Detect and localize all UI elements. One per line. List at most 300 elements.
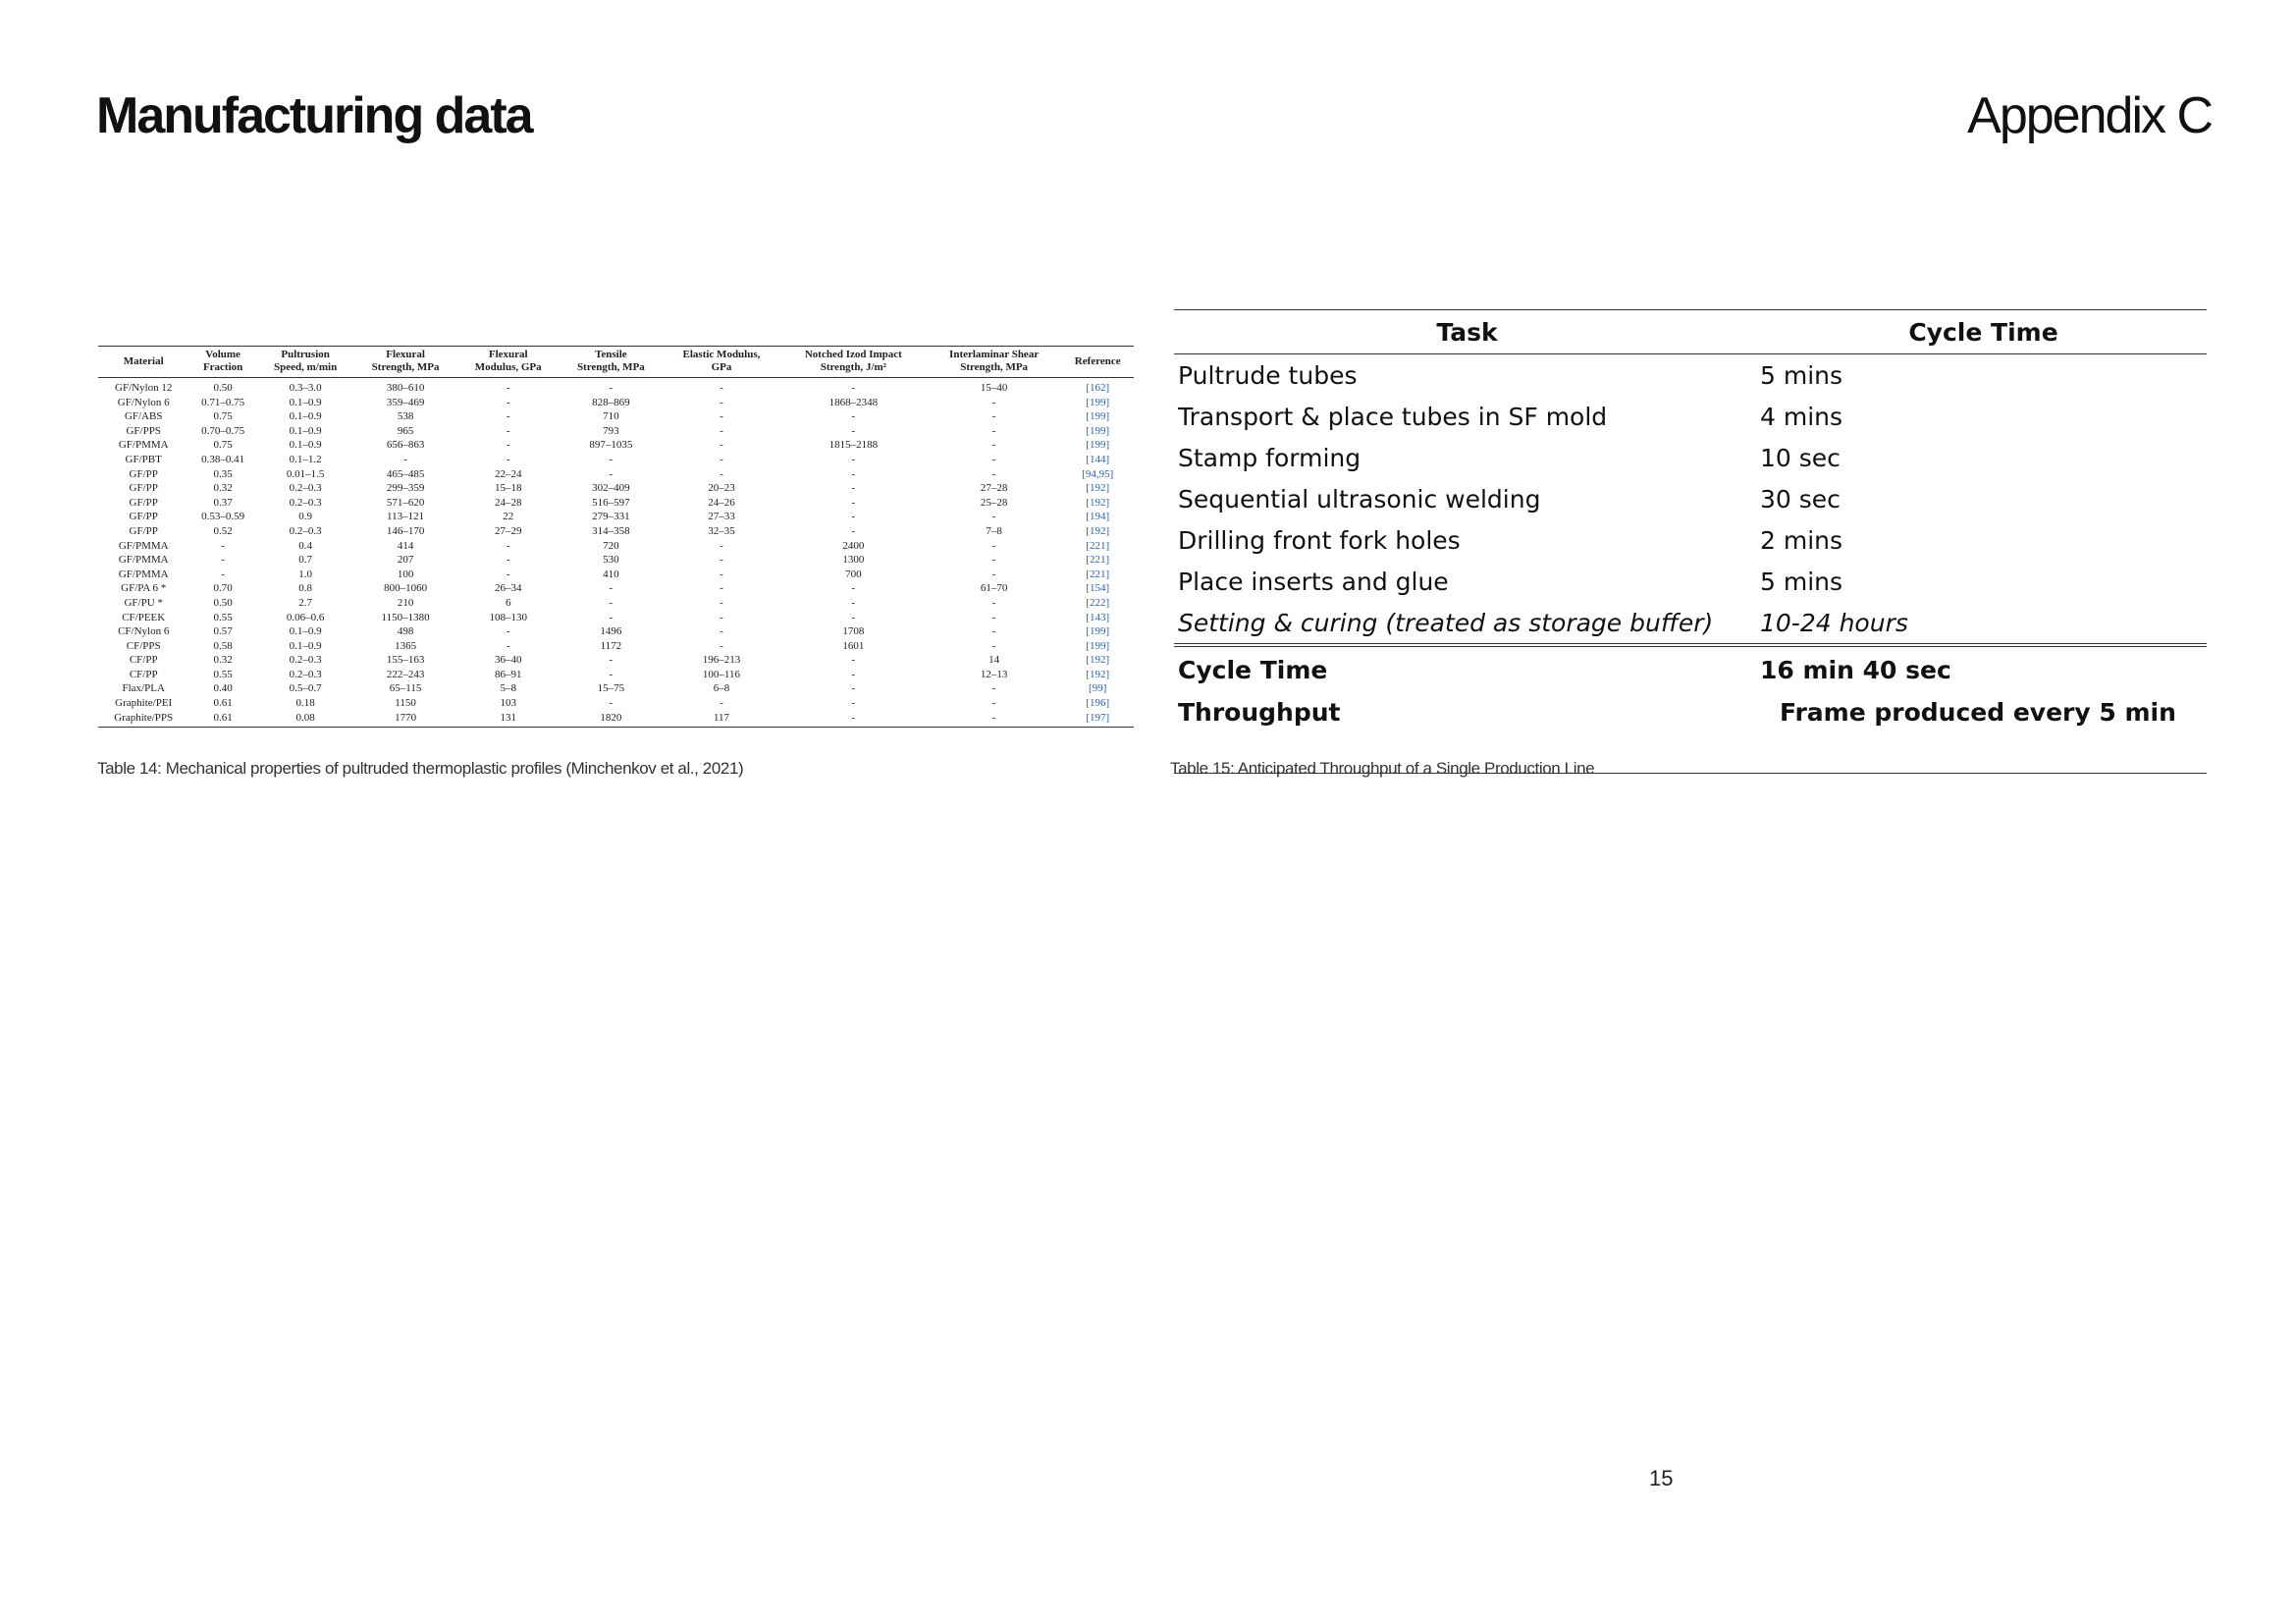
- column-header-line: Pultrusion: [281, 349, 330, 360]
- table-header-row: [1174, 310, 2207, 354]
- task-row: [1174, 602, 2207, 645]
- table-cell: 0.61: [188, 711, 256, 728]
- table-body: [1174, 354, 2207, 774]
- table-cell: -: [991, 410, 996, 423]
- table-cell: -: [609, 453, 614, 465]
- table-cell: 1708: [842, 625, 865, 638]
- table-cell: 0.37: [213, 496, 233, 509]
- table-cell: -: [720, 582, 723, 595]
- table-cell: -: [506, 568, 510, 580]
- table-cell: 0.08: [257, 711, 354, 728]
- throughput-table-container: [1174, 309, 2207, 774]
- table-cell: 0.1–1.2: [289, 453, 322, 465]
- table-row: [98, 467, 1134, 482]
- table-cell: 0.50: [213, 596, 233, 609]
- table-cell: CF/PPS: [126, 639, 161, 652]
- table-cell: -: [221, 554, 225, 567]
- table-cell: -: [609, 467, 614, 480]
- column-header: [780, 347, 927, 378]
- table-cell: -: [720, 639, 723, 652]
- table-row: [98, 438, 1134, 453]
- table-cell: 299–359: [386, 482, 425, 495]
- table-row: [98, 624, 1134, 639]
- table-cell: -: [851, 511, 856, 523]
- table-cell: 0.52: [213, 524, 233, 537]
- table-cell: Flax/PLA: [122, 682, 165, 695]
- table-cell: 0.4: [298, 539, 312, 552]
- table-body: [98, 378, 1134, 728]
- table-cell: -: [720, 410, 723, 423]
- task-row: [1174, 561, 2207, 602]
- table-cell: -: [991, 539, 996, 552]
- table-14-caption: Table 14: Mechanical properties of pultruded thermoplastic profiles (Minchenkov et al., 2021): [97, 759, 744, 778]
- summary-value: 16 min 40 sec: [1760, 645, 2207, 692]
- table-cell: 20–23: [708, 482, 735, 495]
- table-cell: -: [720, 424, 723, 437]
- table-cell: 0.2–0.3: [289, 524, 322, 537]
- table-cell: GF/PU *: [124, 596, 163, 609]
- table-cell: 100–116: [702, 668, 740, 680]
- table-cell: 0.3–3.0: [289, 382, 322, 394]
- table-cell: 414: [397, 539, 414, 552]
- column-header: [257, 347, 354, 378]
- table-cell: 0.9: [298, 511, 312, 523]
- reference-link[interactable]: [199]: [1086, 410, 1110, 423]
- table-cell: 14: [988, 654, 1000, 667]
- reference-link[interactable]: [194]: [1086, 511, 1110, 523]
- table-cell: 279–331: [592, 511, 630, 523]
- table-cell: -: [991, 554, 996, 567]
- table-cell: -: [609, 697, 614, 710]
- table-cell: -: [851, 453, 856, 465]
- task-row: [1174, 396, 2207, 437]
- table-cell: 0.1–0.9: [289, 625, 322, 638]
- table-cell: -: [851, 410, 856, 423]
- table-cell: 0.53–0.59: [201, 511, 245, 523]
- table-cell: 0.40: [213, 682, 233, 695]
- table-cell: 1150–1380: [381, 611, 430, 623]
- task-row: [1174, 519, 2207, 561]
- table-cell: -: [851, 482, 856, 495]
- table-cell: 0.7: [298, 554, 312, 567]
- table-cell: -: [720, 697, 723, 710]
- table-cell: -: [991, 424, 996, 437]
- table-cell: 800–1060: [384, 582, 428, 595]
- table-cell: 710: [603, 410, 619, 423]
- table-cell: 65–115: [389, 682, 422, 695]
- reference-link[interactable]: [221]: [1086, 539, 1110, 552]
- reference-link[interactable]: [221]: [1086, 554, 1110, 567]
- column-header-line: Strength, J/m²: [820, 361, 886, 373]
- table-cell: 965: [397, 424, 414, 437]
- table-cell: -: [851, 697, 856, 710]
- table-cell: 0.55: [213, 668, 233, 680]
- reference-link[interactable]: [199]: [1086, 625, 1110, 638]
- table-cell: 380–610: [386, 382, 425, 394]
- table-row: [98, 453, 1134, 467]
- table-cell: -: [221, 539, 225, 552]
- column-header-line: Volume: [205, 349, 240, 360]
- column-header-line: Modulus, GPa: [474, 361, 542, 373]
- table-cell: -: [991, 511, 996, 523]
- table-cell: GF/Nylon 12: [115, 382, 173, 394]
- table-cell: 0.58: [213, 639, 233, 652]
- reference-link[interactable]: [222]: [1086, 596, 1110, 609]
- table-cell: GF/PMMA: [118, 554, 169, 567]
- table-cell: 6–8: [713, 682, 730, 695]
- column-header-line: Flexural: [488, 349, 528, 360]
- table-cell: 117: [663, 711, 780, 728]
- table-cell: 100: [397, 568, 414, 580]
- table-cell: 516–597: [592, 496, 630, 509]
- table-cell: Graphite/PPS: [98, 711, 188, 728]
- reference-link[interactable]: [192]: [1086, 482, 1110, 495]
- table-cell: -: [991, 625, 996, 638]
- column-header-line: Notched Izod Impact: [804, 349, 902, 360]
- table-cell: GF/PP: [129, 511, 158, 523]
- appendix-label: Appendix C: [1967, 87, 2212, 144]
- table-15-caption: Table 15: Anticipated Throughput of a Single Production Line: [1170, 759, 1595, 778]
- task-name: Transport & place tubes in SF mold: [1178, 402, 1608, 431]
- table-cell: GF/PMMA: [118, 539, 169, 552]
- table-cell: -: [720, 439, 723, 452]
- table-cell: 1815–2188: [828, 439, 879, 452]
- table-cell: 131: [457, 711, 560, 728]
- table-row: [98, 553, 1134, 568]
- table-cell: -: [506, 439, 510, 452]
- table-cell: 0.32: [213, 482, 233, 495]
- table-row: [98, 611, 1134, 625]
- table-cell: 538: [397, 410, 414, 423]
- table-cell: 359–469: [386, 396, 425, 408]
- table-row: [98, 378, 1134, 396]
- table-cell: 0.70: [213, 582, 233, 595]
- reference-link[interactable]: [192]: [1086, 668, 1110, 680]
- table-cell: GF/PP: [129, 496, 158, 509]
- table-cell: -: [991, 639, 996, 652]
- table-cell: -: [991, 697, 996, 710]
- reference-link[interactable]: [192]: [1086, 496, 1110, 509]
- table-cell: 27–33: [708, 511, 735, 523]
- table-cell: GF/PBT: [125, 453, 162, 465]
- table-cell: -: [506, 410, 510, 423]
- table-cell: -: [403, 453, 407, 465]
- task-cycle-time: 5 mins: [1760, 567, 1843, 596]
- table-cell: -: [506, 382, 510, 394]
- table-row: [98, 581, 1134, 596]
- table-cell: 720: [603, 539, 619, 552]
- reference-link[interactable]: [154]: [1086, 582, 1110, 595]
- summary-value: Frame produced every 5 min: [1760, 692, 2207, 774]
- table-cell: -: [506, 554, 510, 567]
- task-name: Drilling front fork holes: [1178, 525, 1461, 555]
- reference-link[interactable]: [199]: [1086, 639, 1110, 652]
- table-cell: 0.75: [213, 439, 233, 452]
- table-cell: -: [991, 453, 996, 465]
- table-cell: 222–243: [386, 668, 425, 680]
- column-header: [188, 347, 256, 378]
- table-cell: -: [720, 396, 723, 408]
- table-cell: 24–28: [494, 496, 522, 509]
- table-cell: 571–620: [386, 496, 425, 509]
- page-number: 15: [1649, 1466, 1674, 1490]
- table-cell: GF/PP: [129, 524, 158, 537]
- task-row: [1174, 354, 2207, 397]
- table-cell: 15–75: [597, 682, 625, 695]
- table-cell: -: [851, 668, 856, 680]
- column-header-line: Material: [123, 354, 164, 367]
- column-header: [1061, 347, 1134, 378]
- table-cell: -: [720, 554, 723, 567]
- summary-label: Cycle Time: [1174, 645, 1760, 692]
- table-cell: 196–213: [702, 654, 741, 667]
- table-cell: 0.50: [213, 382, 233, 394]
- table-cell: GF/PP: [129, 467, 158, 480]
- table-cell: 1770: [353, 711, 456, 728]
- table-cell: -: [720, 467, 723, 480]
- table-cell: GF/PPS: [126, 424, 161, 437]
- table-cell: 1868–2348: [828, 396, 879, 408]
- table-cell: -: [609, 582, 614, 595]
- table-cell: 146–170: [386, 524, 425, 537]
- table-cell: 1.0: [298, 568, 312, 580]
- table-cell: 0.5–0.7: [289, 682, 322, 695]
- column-header: [927, 347, 1062, 378]
- table-cell: GF/ABS: [124, 410, 163, 423]
- table-cell: 0.1–0.9: [289, 439, 322, 452]
- table-cell: 0.1–0.9: [289, 410, 322, 423]
- task-row: [1174, 437, 2207, 478]
- column-header-line: Strength, MPa: [960, 361, 1029, 373]
- column-header: [98, 347, 188, 378]
- table-cell: -: [720, 453, 723, 465]
- table-cell: 22–24: [494, 467, 522, 480]
- table-cell: 0.38–0.41: [201, 453, 245, 465]
- table-cell: -: [720, 596, 723, 609]
- table-cell: -: [506, 453, 510, 465]
- table-header-row: [98, 347, 1134, 378]
- reference-link[interactable]: [192]: [1086, 524, 1110, 537]
- table-cell: 0.1–0.9: [289, 424, 322, 437]
- table-cell: -: [851, 467, 856, 480]
- table-cell: -: [991, 682, 996, 695]
- column-header: [457, 347, 560, 378]
- table-row: [98, 568, 1134, 582]
- column-header-line: Elastic Modulus,: [682, 349, 761, 360]
- table-cell: -: [609, 382, 614, 394]
- table-cell: 113–121: [387, 511, 425, 523]
- column-header-line: Flexural: [386, 349, 425, 360]
- table-cell: 1365: [395, 639, 417, 652]
- table-cell: -: [851, 611, 856, 623]
- column-header: [560, 347, 663, 378]
- table-cell: -: [851, 582, 856, 595]
- table-cell: 828–869: [592, 396, 630, 408]
- table-row: [98, 396, 1134, 410]
- table-cell: 61–70: [980, 582, 1008, 595]
- task-name: Stamp forming: [1178, 443, 1362, 472]
- table-cell: 302–409: [592, 482, 630, 495]
- table-cell: CF/PP: [129, 654, 158, 667]
- table-cell: -: [991, 439, 996, 452]
- table-cell: -: [609, 611, 614, 623]
- column-header-line: Strength, MPa: [576, 361, 645, 373]
- table-cell: 0.1–0.9: [289, 396, 322, 408]
- table-row: [98, 653, 1134, 668]
- reference-link[interactable]: [192]: [1086, 654, 1110, 667]
- table-cell: 410: [603, 568, 619, 580]
- table-cell: CF/PEEK: [122, 611, 166, 623]
- table-cell: -: [720, 539, 723, 552]
- table-row: [98, 524, 1134, 539]
- table-cell: -: [780, 711, 927, 728]
- column-header-line: Fraction: [202, 361, 243, 373]
- table-cell: 530: [603, 554, 619, 567]
- table-cell: -: [991, 467, 996, 480]
- table-cell: GF/PP: [129, 482, 158, 495]
- column-header: [353, 347, 456, 378]
- table-cell: 25–28: [980, 496, 1008, 509]
- task-cycle-time: 10 sec: [1760, 443, 1841, 472]
- reference-link[interactable]: [199]: [1086, 439, 1110, 452]
- table-cell: CF/PP: [129, 668, 158, 680]
- table-cell: GF/PMMA: [118, 439, 169, 452]
- table-cell: 1496: [600, 625, 622, 638]
- table-row: [98, 696, 1134, 711]
- reference-link[interactable]: [221]: [1086, 568, 1110, 580]
- column-header-line: Reference: [1074, 354, 1121, 367]
- column-header: [663, 347, 780, 378]
- table-cell: GF/PA 6 *: [121, 582, 167, 595]
- task-cycle-time: 5 mins: [1760, 360, 1843, 390]
- task-name: Place inserts and glue: [1178, 567, 1449, 596]
- column-header-line: Tensile: [595, 349, 627, 360]
- table-row: [98, 639, 1134, 654]
- table-cell: 103: [500, 697, 516, 710]
- table-cell: -: [927, 711, 1062, 728]
- table-cell: -: [720, 611, 723, 623]
- table-cell: 0.2–0.3: [289, 654, 322, 667]
- table-cell: -: [720, 382, 723, 394]
- table-cell: -: [609, 596, 614, 609]
- table-cell: -: [720, 568, 723, 580]
- table-cell: 0.75: [213, 410, 233, 423]
- table-cell: 22: [503, 511, 514, 523]
- table-row: [98, 481, 1134, 496]
- task-name: Pultrude tubes: [1178, 360, 1358, 390]
- table-cell: 210: [397, 596, 414, 609]
- table-cell: 0.61: [213, 697, 233, 710]
- table-cell: -: [851, 496, 856, 509]
- table-cell: 86–91: [494, 668, 522, 680]
- table-cell: 1172: [600, 639, 622, 652]
- reference-link[interactable]: [199]: [1086, 396, 1110, 408]
- mechanical-properties-table: [98, 346, 1134, 728]
- table-cell: 12–13: [980, 668, 1008, 680]
- task-cycle-time: 10-24 hours: [1760, 608, 1908, 637]
- reference-link[interactable]: [196]: [1086, 697, 1110, 710]
- reference-link[interactable]: [99]: [1089, 682, 1107, 695]
- summary-label: Throughput: [1174, 692, 1760, 774]
- table-cell: -: [851, 682, 856, 695]
- table-cell: 15–18: [494, 482, 522, 495]
- table-row: [98, 424, 1134, 439]
- table-cell: -: [221, 568, 225, 580]
- reference-link[interactable]: [144]: [1086, 453, 1110, 465]
- table-cell: 793: [603, 424, 619, 437]
- table-cell: -: [991, 396, 996, 408]
- table-cell: 0.70–0.75: [201, 424, 245, 437]
- table-cell: -: [851, 596, 856, 609]
- table-row: [98, 711, 1134, 728]
- task-cycle-time: 2 mins: [1760, 525, 1843, 555]
- table-cell: 0.18: [295, 697, 315, 710]
- table-row: [98, 496, 1134, 511]
- summary-row: [1174, 645, 2207, 692]
- reference-link[interactable]: [199]: [1086, 424, 1110, 437]
- column-header-line: GPa: [711, 361, 732, 373]
- table-cell: 0.2–0.3: [289, 482, 322, 495]
- throughput-table: [1174, 309, 2207, 774]
- table-row: [98, 510, 1134, 524]
- column-header-line: Interlaminar Shear: [949, 349, 1040, 360]
- table-row: [98, 539, 1134, 554]
- table-cell: 897–1035: [589, 439, 633, 452]
- table-cell: 1150: [395, 697, 416, 710]
- table-row: [98, 409, 1134, 424]
- table-cell: 465–485: [386, 467, 425, 480]
- table-cell: 656–863: [386, 439, 425, 452]
- task-name: Sequential ultrasonic welding: [1178, 484, 1541, 514]
- table-cell: -: [506, 539, 510, 552]
- page-title: Manufacturing data: [96, 87, 532, 144]
- table-row: [98, 596, 1134, 611]
- table-cell: 314–358: [592, 524, 630, 537]
- table-cell: 0.2–0.3: [289, 668, 322, 680]
- table-cell: 1820: [560, 711, 663, 728]
- table-cell: -: [609, 668, 614, 680]
- table-cell: 1601: [842, 639, 865, 652]
- table-row: [98, 681, 1134, 696]
- table-cell: -: [506, 625, 510, 638]
- mechanical-properties-table-container: [98, 346, 1134, 728]
- table-row: [98, 668, 1134, 682]
- table-cell: 0.01–1.5: [286, 467, 325, 480]
- table-cell: 0.2–0.3: [289, 496, 322, 509]
- table-cell: GF/PMMA: [118, 568, 169, 580]
- table-cell: -: [991, 611, 996, 623]
- table-cell: 0.32: [213, 654, 233, 667]
- table-cell: 15–40: [980, 382, 1008, 394]
- task-column-header: Task: [1174, 310, 1760, 354]
- reference-link[interactable]: [197]: [1061, 711, 1134, 728]
- table-cell: -: [506, 639, 510, 652]
- reference-link[interactable]: [143]: [1086, 611, 1110, 623]
- table-cell: -: [506, 396, 510, 408]
- reference-link[interactable]: [162]: [1086, 382, 1110, 394]
- table-cell: -: [991, 596, 996, 609]
- table-cell: 0.57: [213, 625, 233, 638]
- table-cell: 108–130: [489, 611, 527, 623]
- column-header-line: Strength, MPa: [371, 361, 440, 373]
- cycle-time-column-header: Cycle Time: [1760, 310, 2207, 354]
- table-cell: -: [851, 382, 856, 394]
- table-cell: 0.8: [298, 582, 312, 595]
- reference-link[interactable]: [94,95]: [1082, 467, 1114, 480]
- table-cell: 5–8: [500, 682, 516, 695]
- column-header-line: Speed, m/min: [274, 361, 338, 373]
- task-row: [1174, 478, 2207, 519]
